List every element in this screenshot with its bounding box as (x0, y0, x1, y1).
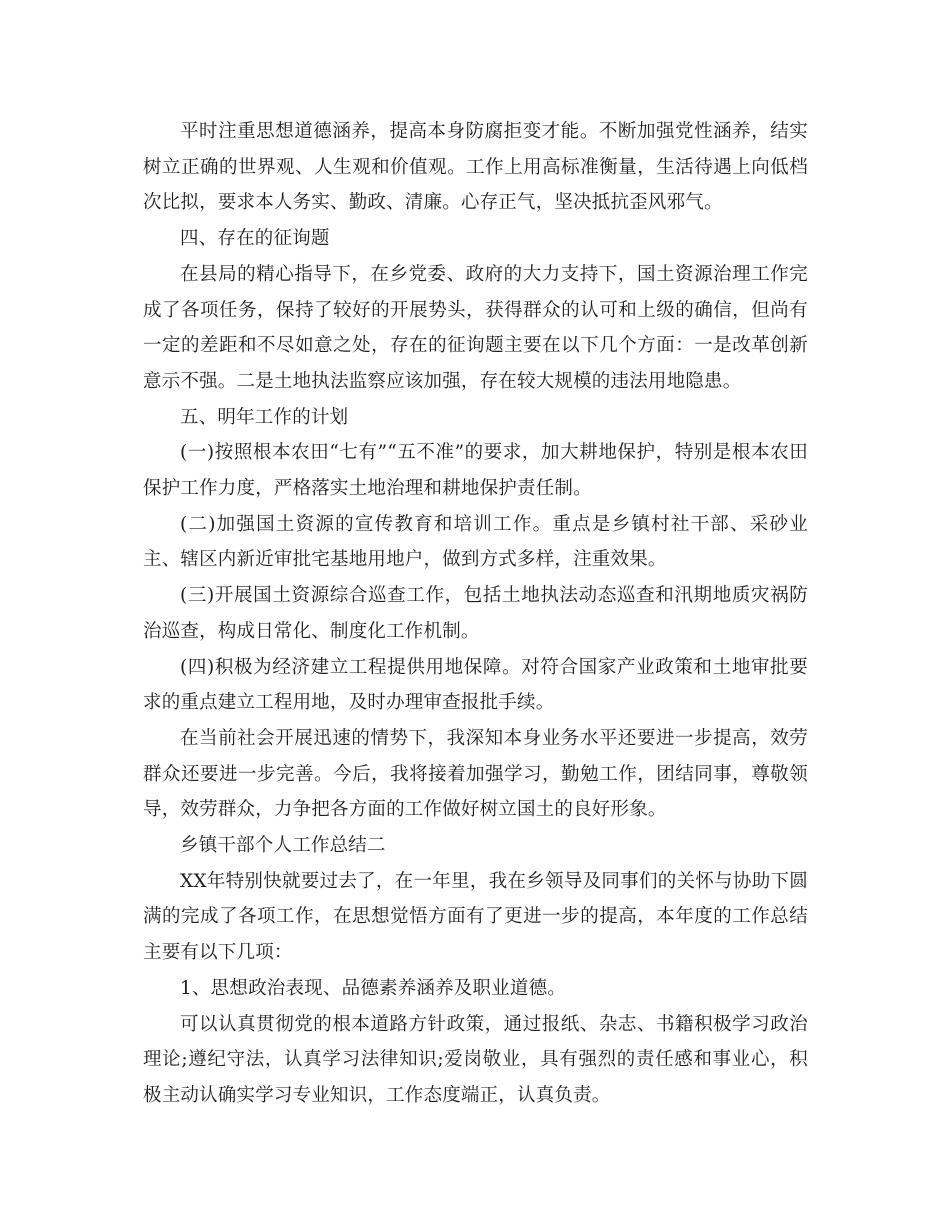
paragraph-conclusion: 在当前社会开展迅速的情势下，我深知本身业务水平还要进一步提高，效劳群众还要进一步完善。今后，我将接着加强学习，勤勉工作，团结同事，尊敬领导，效劳群众，力争把各方面的工作做好树立国土的良好形象。 (143, 727, 808, 821)
plan-item-4: (四)积极为经济建立工程提供用地保障。对符合国家产业政策和土地审批要求的重点建立工程用地，及时办理审查报批手续。 (143, 656, 808, 714)
paragraph-political-performance: 可以认真贯彻党的根本道路方针政策，通过报纸、杂志、书籍积极学习政治理论;遵纪守法，认真学习法律知识;爱岗敬业，具有强烈的责任感和事业心，积极主动认确实学习专业知识，工作态度端正，认真负责。 (143, 1013, 808, 1106)
paragraph-moral-cultivation: 平时注重思想道德涵养，提高本身防腐拒变才能。不断加强党性涵养，结实树立正确的世界观、人生观和价值观。工作上用高标准衡量，生活待遇上向低档次比拟，要求本人务实、勤政、清廉。心存正气，坚决抵抗歪风邪气。 (143, 121, 808, 214)
paragraph-summary-intro: XX年特别快就要过去了，在一年里，我在乡领导及同事们的关怀与协助下圆满的完成了各项工作，在思想觉悟方面有了更进一步的提高，本年度的工作总结主要有以下几项： (143, 870, 808, 964)
summary-item-1-heading: 1、思想政治表现、品德素养涵养及职业道德。 (180, 977, 566, 999)
plan-item-1: (一)按照根本农田“七有”“五不准”的要求，加大耕地保护，特别是根本农田保护工作力度，严格落实土地治理和耕地保护责任制。 (143, 442, 808, 500)
section-heading-existing-problems: 四、存在的征询题 (180, 228, 330, 250)
plan-item-3: (三)开展国土资源综合巡查工作，包括土地执法动态巡查和汛期地质灾祸防治巡查，构成日常化、制度化工作机制。 (143, 585, 808, 642)
section-heading-next-year-plan: 五、明年工作的计划 (180, 406, 349, 428)
summary-two-title: 乡镇干部个人工作总结二 (180, 835, 386, 857)
paragraph-existing-problems: 在县局的精心指导下，在乡党委、政府的大力支持下，国土资源治理工作完成了各项任务，保持了较好的开展势头，获得群众的认可和上级的确信，但尚有一定的差距和不尽如意之处，存在的征询题主要在以下几个方面：一是改革创新意示不强。二是土地执法监察应该加强，存在较大规模的违法用地隐患。 (143, 263, 808, 392)
plan-item-2: (二)加强国土资源的宣传教育和培训工作。重点是乡镇村社干部、采砂业主、辖区内新近审批宅基地用地户，做到方式多样，注重效果。 (143, 513, 808, 571)
document-body (143, 114, 808, 1114)
